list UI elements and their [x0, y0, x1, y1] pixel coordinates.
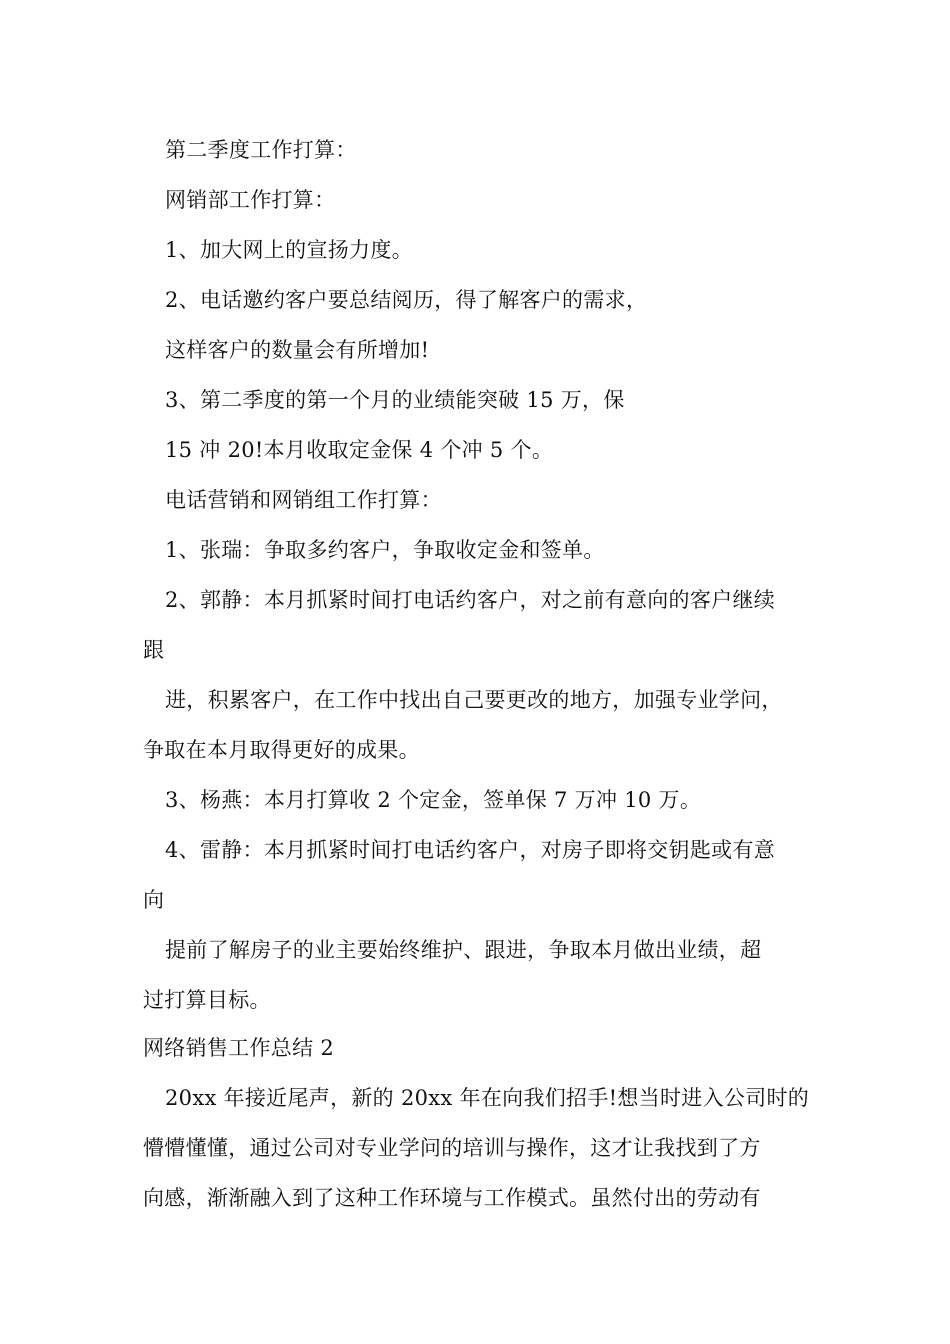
text-line: 2、郭静：本月抓紧时间打电话约客户，对之前有意向的客户继续 [165, 588, 776, 612]
text-line: 4、雷静：本月抓紧时间打电话约客户，对房子即将交钥匙或有意 [165, 838, 776, 862]
text-line: 过打算目标。 [143, 988, 271, 1012]
text-line: 第二季度工作打算： [165, 138, 357, 162]
text-line: 争取在本月取得更好的成果。 [143, 738, 420, 762]
text-line: 跟 [143, 638, 165, 662]
text-line: 2、电话邀约客户要总结阅历，得了解客户的需求， [165, 288, 648, 312]
text-line: 1、张瑞：争取多约客户，争取收定金和签单。 [165, 538, 605, 562]
text-line: 懵懵懂懂，通过公司对专业学问的培训与操作，这才让我找到了方 [143, 1136, 761, 1160]
text-line: 进，积累客户，在工作中找出自己要更改的地方，加强专业学问， [165, 688, 783, 712]
text-line: 这样客户的数量会有所增加! [165, 338, 430, 362]
text-line: 15 冲 20!本月收取定金保 4 个冲 5 个。 [165, 438, 554, 462]
text-line: 网销部工作打算： [165, 188, 336, 212]
text-line: 1、加大网上的宣扬力度。 [165, 238, 413, 262]
text-line: 20xx 年接近尾声，新的 20xx 年在向我们招手!想当时进入公司时的 [165, 1086, 810, 1110]
text-line: 3、第二季度的第一个月的业绩能突破 15 万，保 [165, 388, 625, 412]
text-line: 电话营销和网销组工作打算： [165, 488, 442, 512]
section-heading: 网络销售工作总结 2 [143, 1036, 335, 1060]
text-line: 提前了解房子的业主要始终维护、跟进，争取本月做出业绩，超 [165, 938, 762, 962]
text-line: 3、杨燕：本月打算收 2 个定金，签单保 7 万冲 10 万。 [165, 788, 702, 812]
text-line: 向 [143, 888, 165, 912]
text-line: 向感，渐渐融入到了这种工作环境与工作模式。虽然付出的劳动有 [143, 1186, 761, 1210]
